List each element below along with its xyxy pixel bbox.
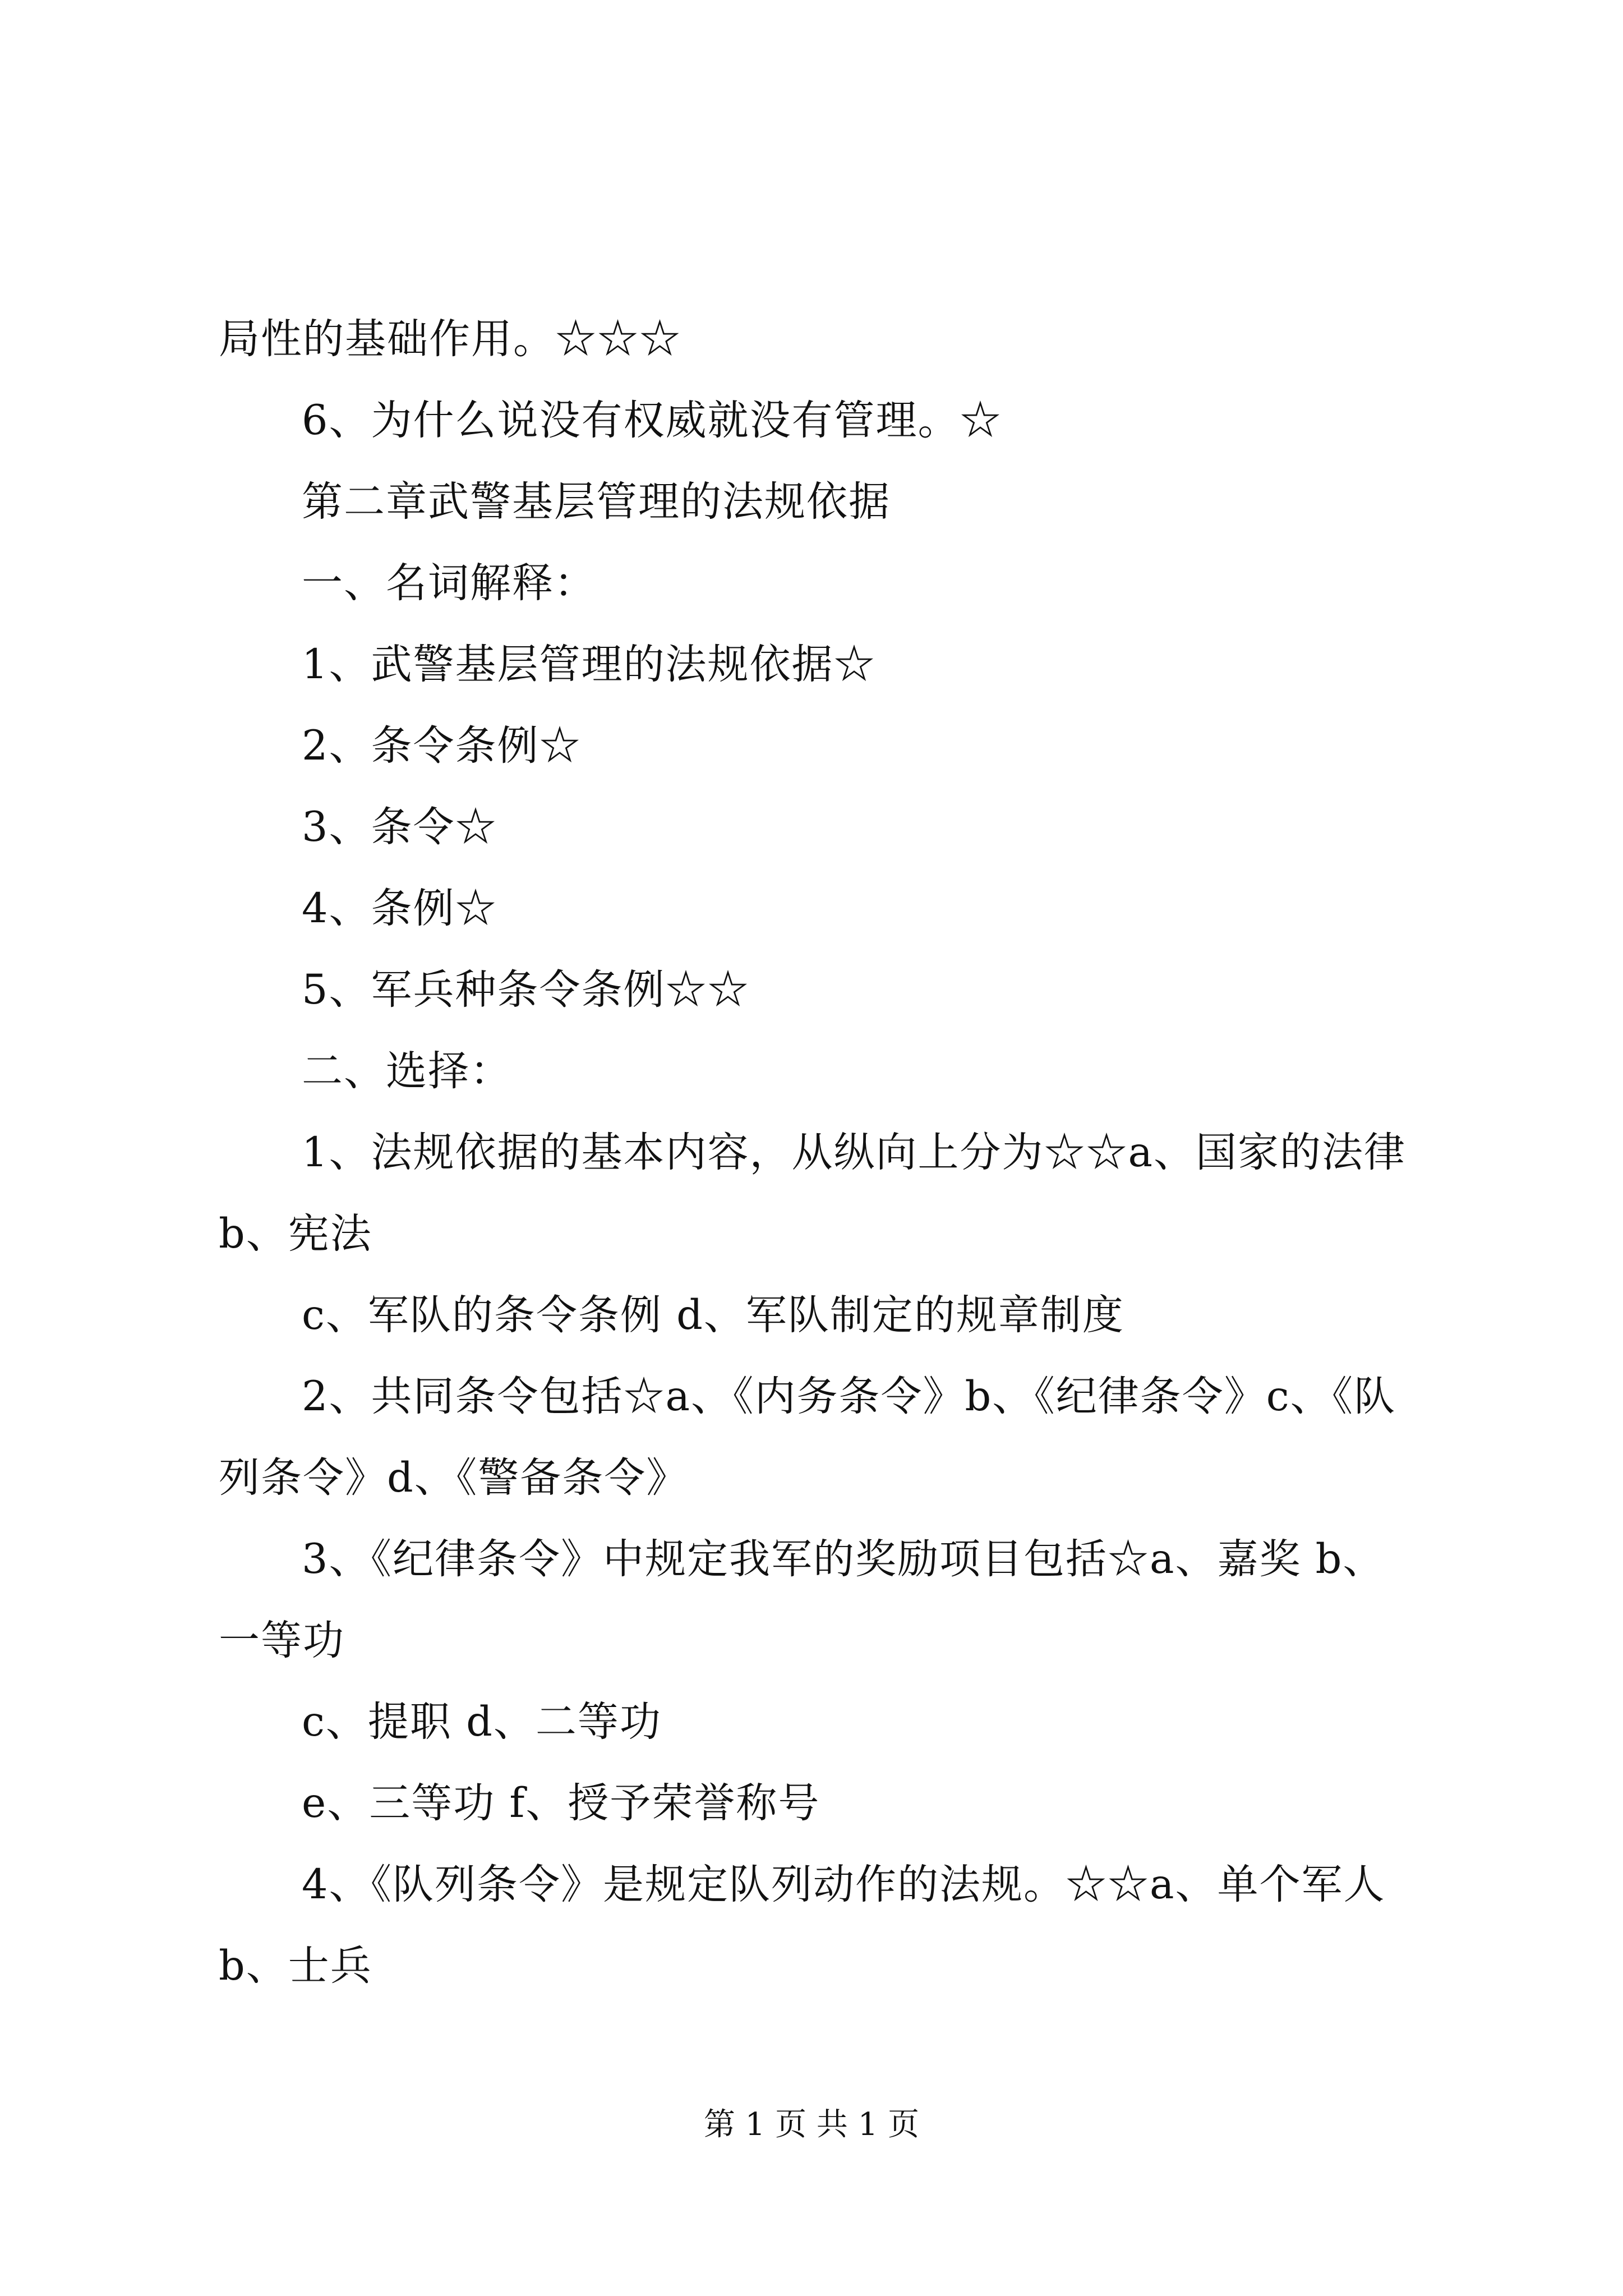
text-line: 3、《纪律条令》中规定我军的奖励项目包括☆a、嘉奖 b、 <box>302 1535 1385 1583</box>
section-heading: 二、选择： <box>302 1047 512 1095</box>
text-line: c、提职 d、二等功 <box>302 1698 662 1746</box>
text-line: 4、条例☆ <box>302 885 497 932</box>
text-line: e、三等功 f、授予荣誉称号 <box>302 1779 820 1827</box>
text-line: c、军队的条令条例 d、军队制定的规章制度 <box>302 1291 1124 1339</box>
text-line: 2、共同条令包括☆a、《内务条令》b、《纪律条令》c、《队 <box>302 1373 1396 1420</box>
text-line: 局性的基础作用。☆☆☆ <box>219 315 681 363</box>
text-line: 一等功 <box>219 1617 345 1664</box>
text-line: 4、《队列条令》是规定队列动作的法规。☆☆a、单个军人 <box>302 1861 1386 1908</box>
text-line: b、士兵 <box>219 1942 372 1990</box>
text-line: 列条令》d、《警备条令》 <box>219 1454 689 1502</box>
text-line: 5、军兵种条令条例☆☆ <box>302 966 750 1014</box>
text-line: 2、条令条例☆ <box>302 722 582 770</box>
text-line: 3、条令☆ <box>302 803 497 851</box>
text-line: b、宪法 <box>219 1210 372 1258</box>
page-footer: 第 1 页 共 1 页 <box>703 2106 920 2143</box>
section-heading: 一、名词解释： <box>302 559 596 607</box>
text-line: 6、为什么说没有权威就没有管理。☆ <box>302 397 1002 444</box>
text-line: 1、法规依据的基本内容，从纵向上分为☆☆a、国家的法律 <box>302 1129 1406 1176</box>
chapter-heading: 第二章武警基层管理的法规依据 <box>302 478 891 526</box>
text-line: 1、武警基层管理的法规依据☆ <box>302 641 876 688</box>
